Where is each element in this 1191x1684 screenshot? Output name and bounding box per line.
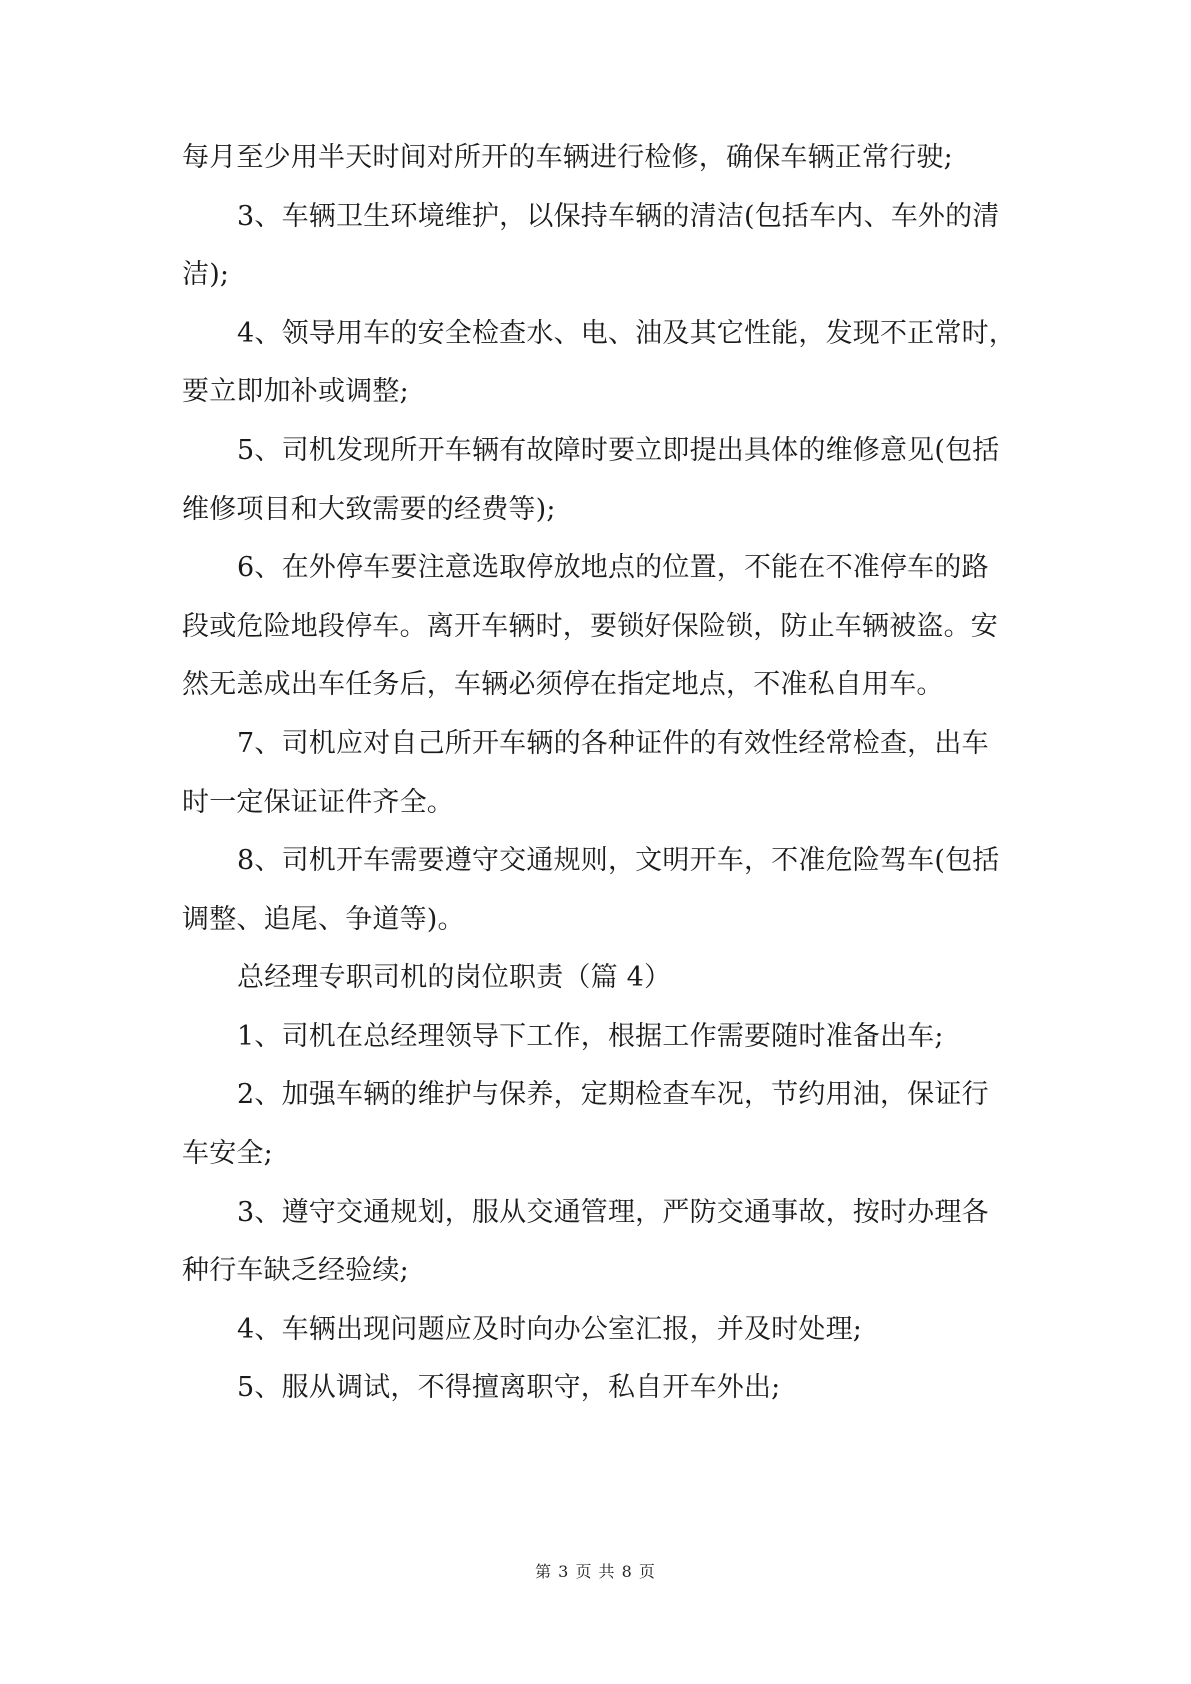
page-number-label: 第 3 页 共 8 页 bbox=[535, 1562, 656, 1581]
text-line: 段或危险地段停车。离开车辆时，要锁好保险锁，防止车辆被盗。安 bbox=[182, 611, 998, 642]
section-heading: 总经理专职司机的岗位职责（篇 4） bbox=[237, 962, 672, 993]
text-line: 4、领导用车的安全检查水、电、油及其它性能，发现不正常时， bbox=[237, 318, 1016, 349]
text-line: 2、加强车辆的维护与保养，定期检查车况，节约用油，保证行 bbox=[237, 1079, 989, 1110]
text-line: 7、司机应对自己所开车辆的各种证件的有效性经常检查，出车 bbox=[237, 728, 989, 759]
text-line: 洁); bbox=[182, 259, 230, 290]
text-line: 每月至少用半天时间对所开的车辆进行检修，确保车辆正常行驶; bbox=[182, 142, 953, 173]
text-line: 时一定保证证件齐全。 bbox=[182, 787, 454, 818]
text-line: 调整、追尾、争道等)。 bbox=[182, 904, 465, 935]
text-line: 3、遵守交通规划，服从交通管理，严防交通事故，按时办理各 bbox=[237, 1197, 989, 1228]
page-footer bbox=[0, 1560, 1191, 1584]
text-line: 5、司机发现所开车辆有故障时要立即提出具体的维修意见(包括 bbox=[237, 435, 1000, 466]
text-line: 车安全; bbox=[182, 1138, 273, 1169]
text-line: 维修项目和大致需要的经费等); bbox=[182, 494, 556, 525]
text-line: 要立即加补或调整; bbox=[182, 376, 409, 407]
text-line: 6、在外停车要注意选取停放地点的位置，不能在不准停车的路 bbox=[237, 552, 989, 583]
text-line: 4、车辆出现问题应及时向办公室汇报，并及时处理; bbox=[237, 1314, 863, 1345]
text-line: 1、司机在总经理领导下工作，根据工作需要随时准备出车; bbox=[237, 1021, 944, 1052]
text-line: 然无恙成出车任务后，车辆必须停在指定地点，不准私自用车。 bbox=[182, 669, 944, 700]
text-line: 8、司机开车需要遵守交通规则，文明开车，不准危险驾车(包括 bbox=[237, 845, 1000, 876]
text-line: 种行车缺乏经验续; bbox=[182, 1255, 409, 1286]
text-line: 3、车辆卫生环境维护，以保持车辆的清洁(包括车内、车外的清 bbox=[237, 201, 1000, 232]
text-line: 5、服从调试，不得擅离职守，私自开车外出; bbox=[237, 1372, 781, 1403]
